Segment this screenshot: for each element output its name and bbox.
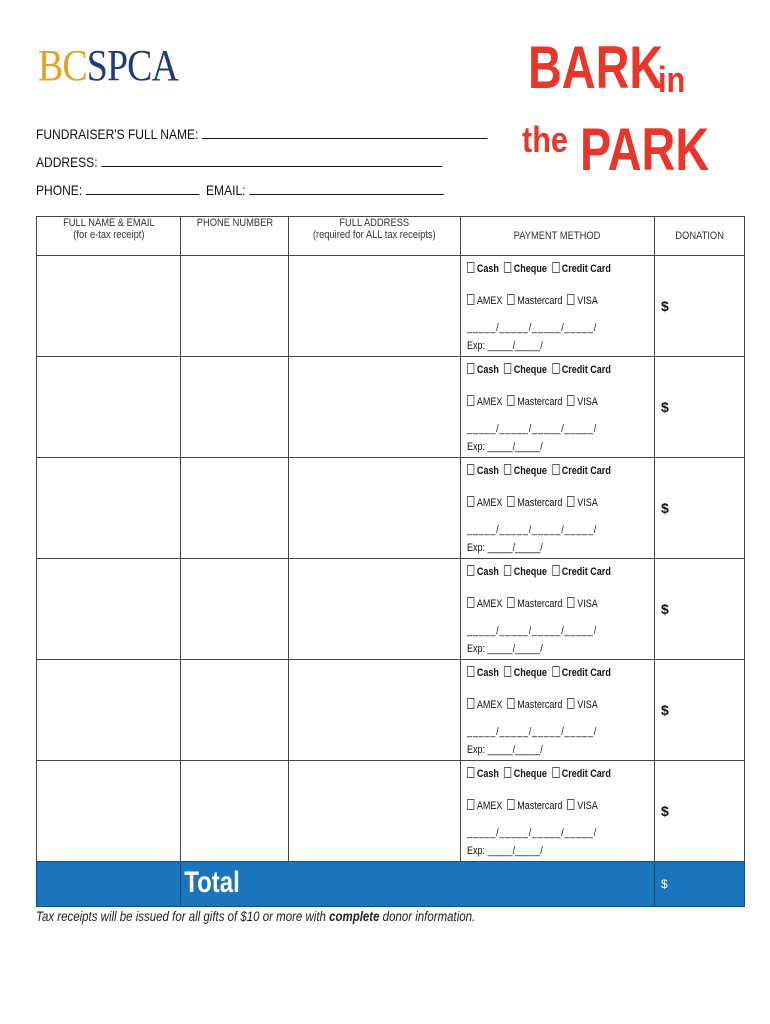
tax-receipt-note: Tax receipts will be issued for all gifts of $10 or more with complete donor information. [36,908,476,924]
cheque-checkbox[interactable] [504,565,511,576]
visa-checkbox[interactable] [567,698,574,709]
table-row [37,559,745,660]
bark-text: BARK [528,34,664,101]
payment-cell: Cash Cheque Credit Card AMEX Mastercard VISA _____/_____/_____/_____/ Exp: _____/_____/ [461,559,655,660]
phone-cell[interactable] [181,559,289,660]
in-text: in [658,59,686,100]
table-header-row [37,217,745,256]
amex-checkbox[interactable] [467,496,474,507]
name-email-cell[interactable] [37,256,181,357]
payment-cell: Cash Cheque Credit Card AMEX Mastercard VISA _____/_____/_____/_____/ Exp: _____/_____/ [461,357,655,458]
expiry-line[interactable]: Exp: _____/_____/ [467,744,543,756]
address-cell[interactable] [289,256,461,357]
mastercard-checkbox[interactable] [507,799,514,810]
table-row [37,660,745,761]
table-row [37,357,745,458]
table-row [37,458,745,559]
credit-card-checkbox[interactable] [552,666,559,677]
name-email-cell[interactable] [37,458,181,559]
email-label: EMAIL: [206,182,246,198]
card-number-line[interactable]: _____/_____/_____/_____/ [467,322,598,334]
name-email-cell[interactable] [37,660,181,761]
amex-checkbox[interactable] [467,799,474,810]
phone-cell[interactable] [181,357,289,458]
mastercard-checkbox[interactable] [507,294,514,305]
the-text: the [522,119,568,160]
header-address: FULL ADDRESS (required for ALL tax receipts) [289,217,461,256]
cash-checkbox[interactable] [467,666,474,677]
email-line[interactable] [249,182,443,195]
visa-checkbox[interactable] [567,496,574,507]
table-row [37,761,745,862]
logo-spca-text: SPCA [86,41,178,90]
mastercard-checkbox[interactable] [507,496,514,507]
amex-checkbox[interactable] [467,395,474,406]
logo-bc-text: BC [38,41,87,90]
visa-checkbox[interactable] [567,597,574,608]
address-cell[interactable] [289,761,461,862]
park-text: PARK [580,116,710,183]
address-line[interactable] [101,154,442,167]
cash-checkbox[interactable] [467,464,474,475]
total-row [37,862,745,907]
expiry-line[interactable]: Exp: _____/_____/ [467,845,543,857]
card-number-line[interactable]: _____/_____/_____/_____/ [467,625,598,637]
name-email-cell[interactable] [37,559,181,660]
phone-email-field[interactable] [36,182,443,198]
amex-checkbox[interactable] [467,597,474,608]
phone-line[interactable] [86,182,200,195]
total-label-cell [181,862,655,907]
header-phone: PHONE NUMBER [181,217,289,256]
cheque-checkbox[interactable] [504,262,511,273]
cheque-checkbox[interactable] [504,767,511,778]
visa-checkbox[interactable] [567,294,574,305]
mastercard-checkbox[interactable] [507,597,514,608]
address-cell[interactable] [289,458,461,559]
amex-checkbox[interactable] [467,294,474,305]
cheque-checkbox[interactable] [504,464,511,475]
address-label: ADDRESS: [36,154,98,170]
expiry-line[interactable]: Exp: _____/_____/ [467,542,543,554]
name-email-cell[interactable] [37,761,181,862]
donation-table [36,216,745,907]
phone-cell[interactable] [181,458,289,559]
mastercard-checkbox[interactable] [507,698,514,709]
cheque-checkbox[interactable] [504,666,511,677]
expiry-line[interactable]: Exp: _____/_____/ [467,340,543,352]
cheque-checkbox[interactable] [504,363,511,374]
phone-cell[interactable] [181,761,289,862]
cash-checkbox[interactable] [467,262,474,273]
donation-cell[interactable]: $ [655,660,745,761]
header-payment: PAYMENT METHOD [461,217,655,256]
address-field[interactable] [36,154,442,170]
payment-cell: Cash Cheque Credit Card AMEX Mastercard VISA _____/_____/_____/_____/ Exp: _____/_____/ [461,761,655,862]
fundraiser-name-label: FUNDRAISER'S FULL NAME: [36,126,199,142]
address-cell[interactable] [289,660,461,761]
payment-cell: Cash Cheque Credit Card AMEX Mastercard VISA _____/_____/_____/_____/ Exp: _____/_____/ [461,458,655,559]
header-donation: DONATION [655,217,745,256]
expiry-line[interactable]: Exp: _____/_____/ [467,441,543,453]
card-number-line[interactable]: _____/_____/_____/_____/ [467,827,598,839]
credit-card-checkbox[interactable] [552,565,559,576]
donation-cell[interactable]: $ [655,357,745,458]
address-cell[interactable] [289,559,461,660]
credit-card-checkbox[interactable] [552,767,559,778]
credit-card-checkbox[interactable] [552,262,559,273]
header-name-email: FULL NAME & EMAIL (for e-tax receipt) [37,217,181,256]
cash-checkbox[interactable] [467,565,474,576]
card-number-line[interactable]: _____/_____/_____/_____/ [467,524,598,536]
phone-label: PHONE: [36,182,83,198]
fundraiser-name-field[interactable] [36,126,487,142]
address-cell[interactable] [289,357,461,458]
credit-card-checkbox[interactable] [552,464,559,475]
total-amount-cell[interactable]: $ [655,862,745,907]
fundraiser-name-line[interactable] [202,126,488,139]
donation-cell[interactable]: $ [655,458,745,559]
visa-checkbox[interactable] [567,395,574,406]
donation-cell[interactable]: $ [655,559,745,660]
payment-cell: Cash Cheque Credit Card AMEX Mastercard VISA _____/_____/_____/_____/ Exp: _____/_____/ [461,660,655,761]
card-number-line[interactable]: _____/_____/_____/_____/ [467,423,598,435]
payment-cell: Cash Cheque Credit Card AMEX Mastercard VISA _____/_____/_____/_____/ Exp: _____/_____/ [461,256,655,357]
credit-card-checkbox[interactable] [552,363,559,374]
mastercard-checkbox[interactable] [507,395,514,406]
visa-checkbox[interactable] [567,799,574,810]
donation-cell[interactable]: $ [655,761,745,862]
phone-cell[interactable] [181,660,289,761]
bcspca-logo [38,41,178,90]
total-label: Total [184,866,240,899]
bark-in-the-park-logo [522,34,710,188]
card-number-line[interactable]: _____/_____/_____/_____/ [467,726,598,738]
donation-cell[interactable]: $ [655,256,745,357]
total-spacer [37,862,181,907]
name-email-cell[interactable] [37,357,181,458]
table-row [37,256,745,357]
amex-checkbox[interactable] [467,698,474,709]
cash-checkbox[interactable] [467,767,474,778]
cash-checkbox[interactable] [467,363,474,374]
expiry-line[interactable]: Exp: _____/_____/ [467,643,543,655]
phone-cell[interactable] [181,256,289,357]
